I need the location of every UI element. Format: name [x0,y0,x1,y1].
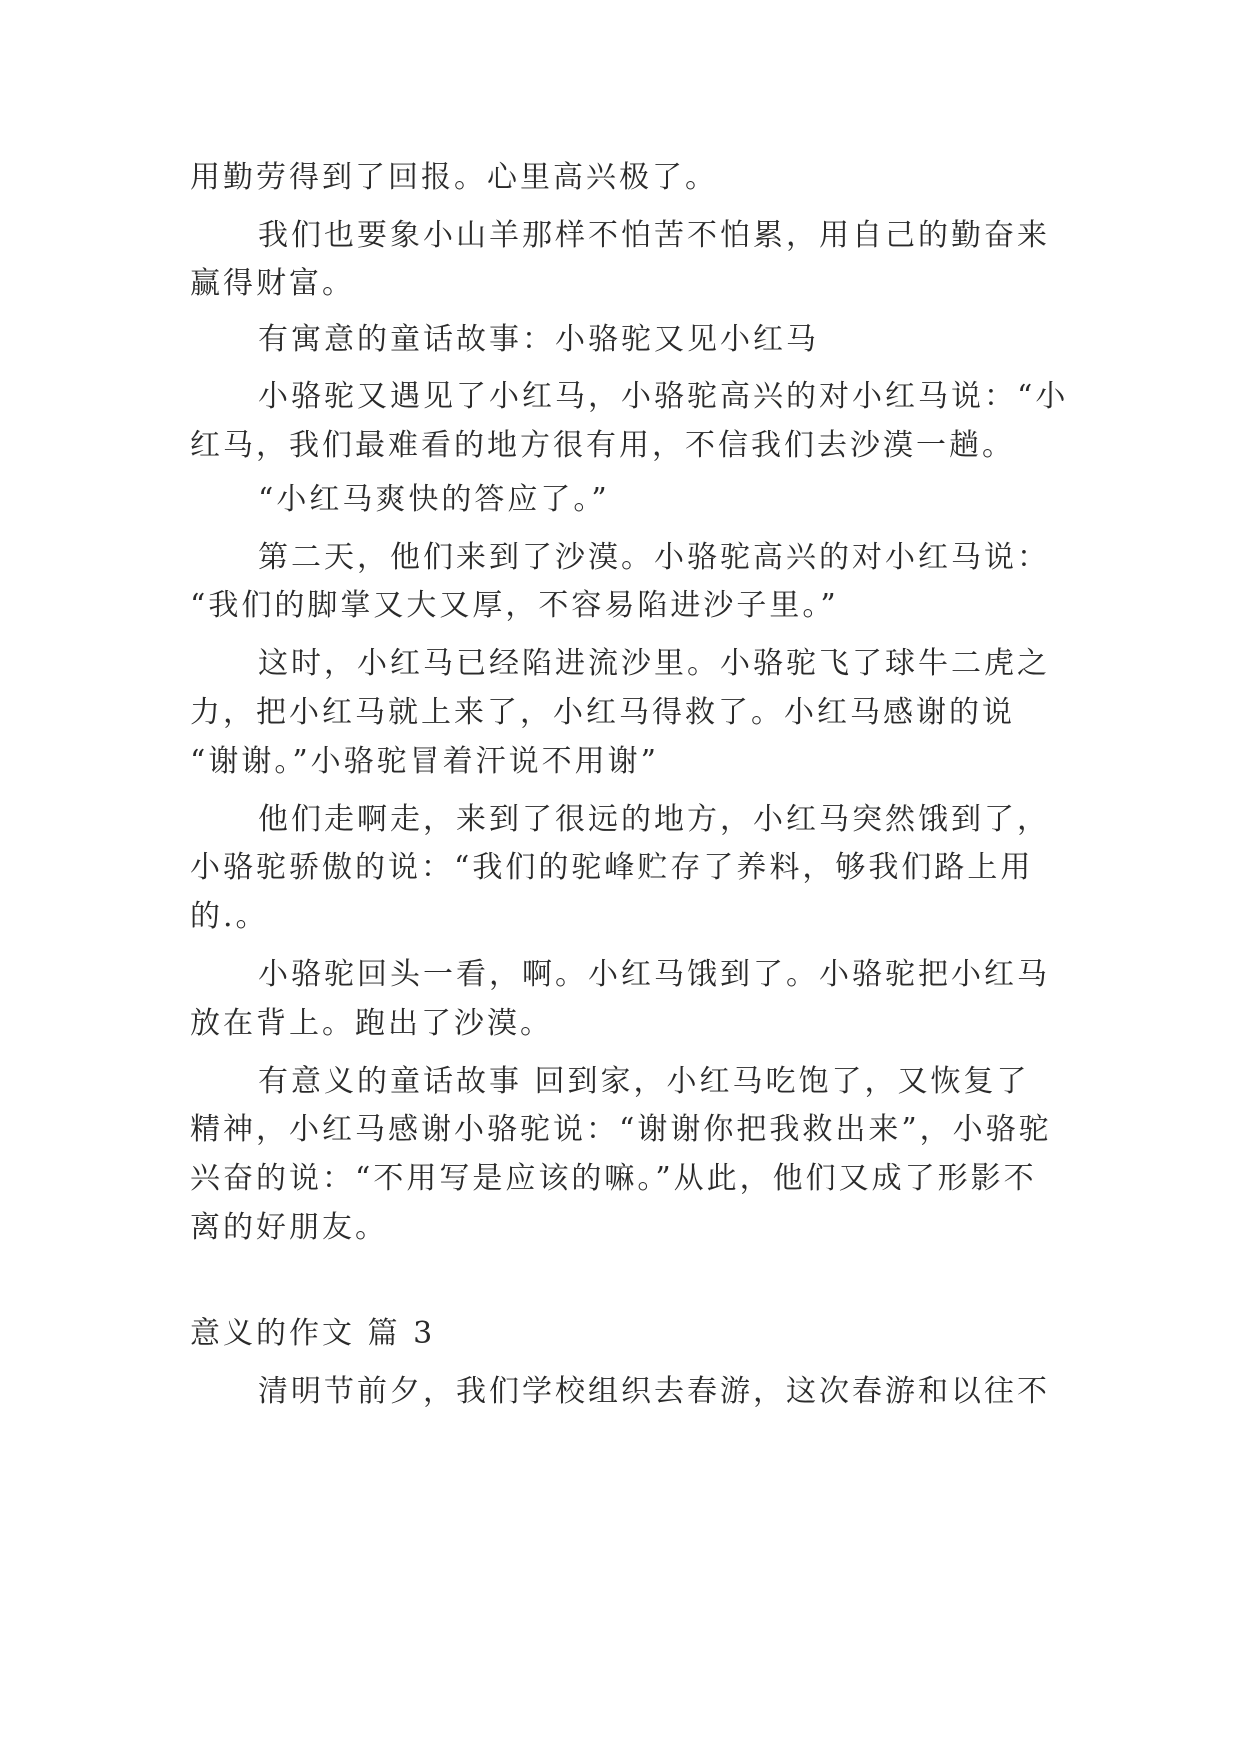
paragraph-line: 清明节前夕，我们学校组织去春游，这次春游和以往不 [258,1374,1050,1409]
text-line: “谢谢。”小骆驼冒着汗说不用谢” [190,744,660,779]
text-line: 红马，我们最难看的地方很有用，不信我们去沙漠一趟。 [190,428,1015,463]
paragraph-line: 这时，小红马已经陷进流沙里。小骆驼飞了球牛二虎之 [258,646,1050,681]
text-line: 精神，小红马感谢小骆驼说：“谢谢你把我救出来”，小骆驼 [190,1112,1052,1147]
text-line: 放在背上。跑出了沙漠。 [190,1006,553,1041]
text-line: 兴奋的说：“不用写是应该的嘛。”从此，他们又成了形影不 [190,1161,1037,1196]
story-title: 有寓意的童话故事：小骆驼又见小红马 [258,322,819,357]
paragraph-line: 小骆驼回头一看，啊。小红马饿到了。小骆驼把小红马 [258,957,1050,992]
paragraph-line: “小红马爽快的答应了。” [258,482,610,517]
text-line: “我们的脚掌又大又厚，不容易陷进沙子里。” [190,588,839,623]
text-line: 的.。 [190,899,269,934]
section-heading: 意义的作文 篇 3 [190,1316,436,1351]
text-line: 离的好朋友。 [190,1210,388,1245]
paragraph-line: 我们也要象小山羊那样不怕苦不怕累，用自己的勤奋来 [258,218,1050,253]
paragraph-line: 小骆驼又遇见了小红马，小骆驼高兴的对小红马说：“小 [258,379,1069,414]
paragraph-line: 他们走啊走，来到了很远的地方，小红马突然饿到了， [258,802,1050,837]
text-line: 小骆驼骄傲的说：“我们的驼峰贮存了养料，够我们路上用 [190,850,1034,885]
text-line: 用勤劳得到了回报。心里高兴极了。 [190,160,718,195]
paragraph-line: 第二天，他们来到了沙漠。小骆驼高兴的对小红马说： [258,540,1050,575]
paragraph-line: 有意义的童话故事 回到家，小红马吃饱了，又恢复了 [258,1064,1030,1099]
text-line: 赢得财富。 [190,266,355,301]
text-line: 力，把小红马就上来了，小红马得救了。小红马感谢的说 [190,695,1015,730]
